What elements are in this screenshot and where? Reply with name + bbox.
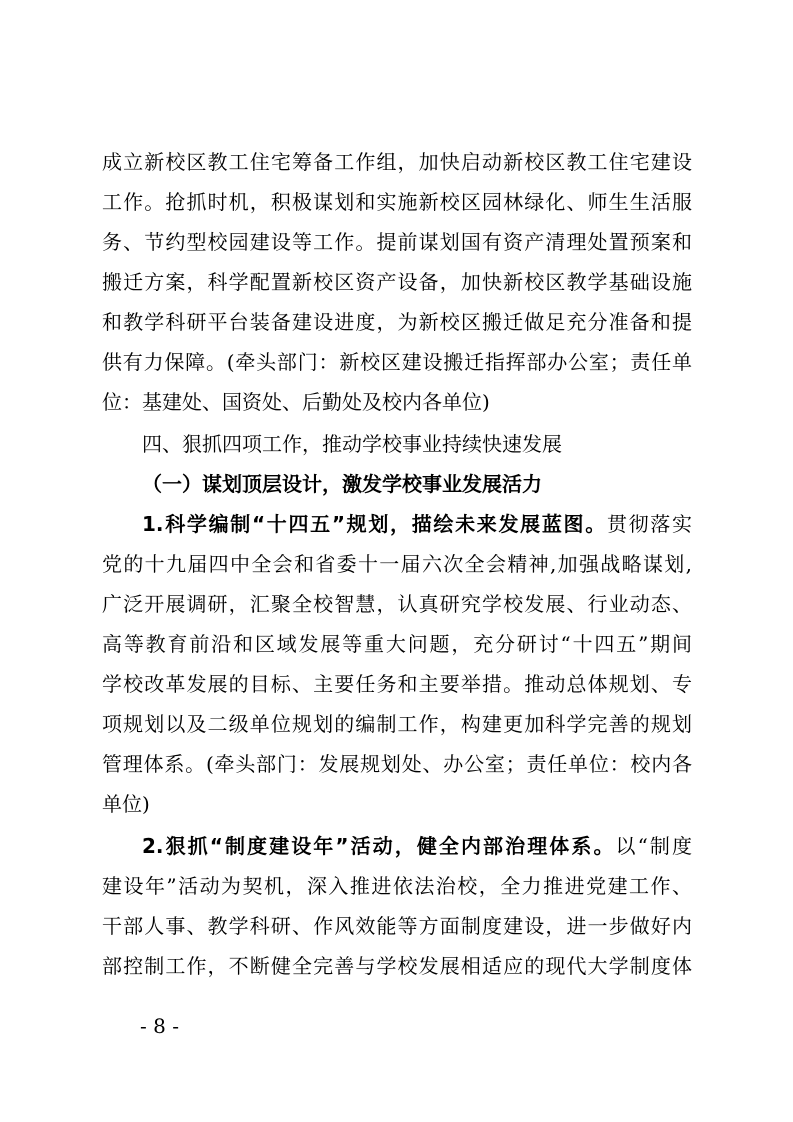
paragraph-line: 成立新校区教工住宅筹备工作组，加快启动新校区教工住宅建设 [102,150,692,174]
item-lead-title: 1.科学编制“十四五”规划，描绘未来发展蓝图。 [142,512,607,536]
paragraph-line: 广泛开展调研，汇聚全校智慧，认真研究学校发展、行业动态、 [102,592,692,616]
section-heading: 四、狠抓四项工作，推动学校事业持续快速发展 [142,432,562,456]
paragraph-line: 单位) [102,792,150,816]
paragraph-line: 建设年”活动为契机，深入推进依法治校，全力推进党建工作、 [102,874,692,898]
paragraph-line: 供有力保障。(牵头部门：新校区建设搬迁指挥部办公室；责任单 [102,350,692,374]
paragraph-line: 党的十九届四中全会和省委十一届六次全会精神,加强战略谋划, [102,552,692,576]
paragraph-line: 干部人事、教学科研、作风效能等方面制度建设，进一步做好内 [102,914,692,938]
subsection-heading: （一）谋划顶层设计，激发学校事业发展活力 [142,472,542,496]
item-first-text: 贯彻落实 [606,512,692,536]
paragraph-line: 部控制工作，不断健全完善与学校发展相适应的现代大学制度体 [102,954,692,978]
paragraph-line: 搬迁方案，科学配置新校区资产设备，加快新校区教学基础设施 [102,270,692,294]
paragraph-line: 高等教育前沿和区域发展等重大问题，充分研讨“十四五”期间 [102,632,692,656]
paragraph-line: 工作。抢抓时机，积极谋划和实施新校区园林绿化、师生生活服 [102,190,692,214]
item-first-text: 以“制度 [615,834,692,858]
paragraph-line: 项规划以及二级单位规划的编制工作，构建更加科学完善的规划 [102,712,692,736]
item-first-line [142,507,692,541]
item-first-line [142,829,692,863]
paragraph-line: 和教学科研平台装备建设进度，为新校区搬迁做足充分准备和提 [102,310,692,334]
paragraph-line: 务、节约型校园建设等工作。提前谋划国有资产清理处置预案和 [102,230,692,254]
page-number: - 8 - [140,1014,179,1038]
paragraph-line: 位：基建处、国资处、后勤处及校内各单位) [102,390,490,414]
paragraph-line: 管理体系。(牵头部门：发展规划处、办公室；责任单位：校内各 [102,752,692,776]
item-lead-title: 2.狠抓“制度建设年”活动，健全内部治理体系。 [142,834,616,858]
paragraph-line: 学校改革发展的目标、主要任务和主要举措。推动总体规划、专 [102,672,692,696]
